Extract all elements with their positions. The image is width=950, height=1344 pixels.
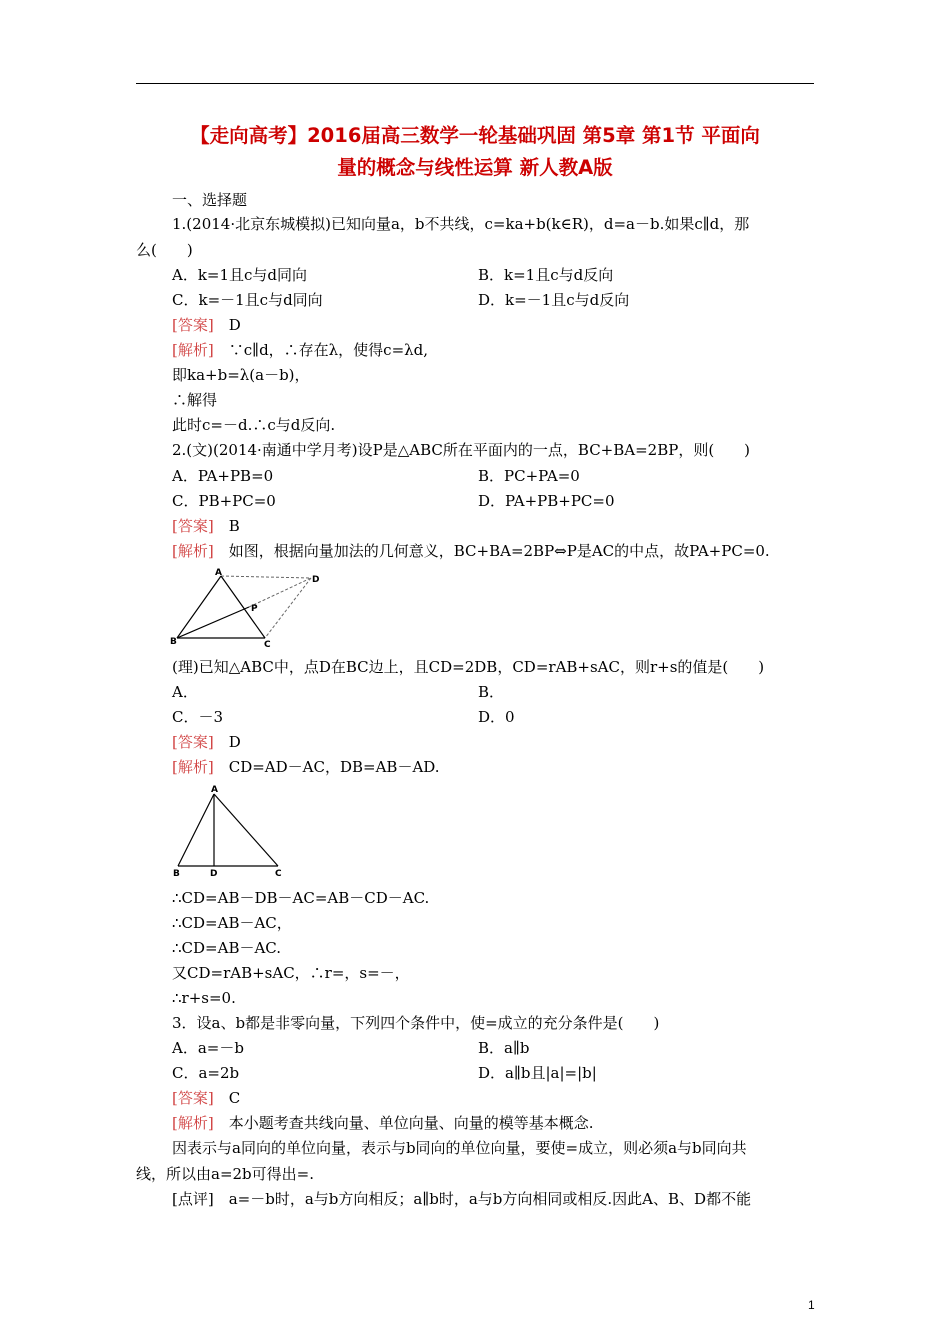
- q2li-answer: [172, 732, 241, 752]
- q2li-option-b: B．: [478, 683, 505, 701]
- q1-step-1: 即ka+b=λ(a－b)，: [172, 366, 310, 384]
- q2li-option-d: D．0: [478, 708, 515, 726]
- page-number: 1: [808, 1298, 815, 1312]
- q1-option-d: D．k=－1且c与d反向: [478, 291, 630, 309]
- line-dc: [265, 578, 311, 638]
- analysis-tag: [解析]: [172, 758, 214, 776]
- triangle-figure: [168, 782, 293, 880]
- q3-option-c: C．a=2b: [172, 1064, 240, 1082]
- answer-tag: [答案]: [172, 517, 214, 535]
- q2-answer-value: B: [228, 517, 240, 535]
- parallelogram-figure: [165, 566, 330, 648]
- q2li-step-5: ∴r+s=0.: [172, 989, 236, 1007]
- q3-step-2: 线，所以由a=2b可得出=.: [136, 1165, 314, 1183]
- title-line-2: 量的概念与线性运算 新人教A版: [337, 156, 613, 179]
- answer-tag: [答案]: [172, 733, 214, 751]
- answer-tag: [答案]: [172, 316, 214, 334]
- q2-analysis: [172, 541, 770, 561]
- line-pd: [249, 578, 311, 607]
- q2li-stem: (理)已知△ABC中，点D在BC边上，且CD=2DB，CD=rAB+sAC，则r+s的值是( ): [172, 658, 765, 676]
- q1-stem-line2: 么( ): [136, 241, 193, 259]
- q2li-step-4: 又CD=rAB+sAC，∴r=，s=－，: [172, 964, 410, 982]
- q3-stem: 3．设a、b都是非零向量，下列四个条件中，使=成立的充分条件是( ): [172, 1014, 660, 1032]
- q3-answer-value: C: [228, 1089, 241, 1107]
- label-a: A: [211, 785, 218, 795]
- q2-option-c: C．PB+PC=0: [172, 492, 276, 510]
- q2li-answer-value: D: [228, 733, 241, 751]
- line-ac: [221, 576, 265, 638]
- q3-step-1: 因表示与a同向的单位向量，表示与b同向的单位向量，要使=成立，则必须a与b同向共: [172, 1139, 747, 1157]
- header-rule: [136, 83, 814, 84]
- label-d: D: [312, 575, 320, 585]
- q3-comment: [172, 1189, 751, 1209]
- q3-option-b: B．a∥b: [478, 1039, 530, 1057]
- q2li-step-1: ∴CD=AB－DB－AC=AB－CD－AC.: [172, 889, 430, 907]
- q2-stem: 2.(文)(2014·南通中学月考)设P是△ABC所在平面内的一点，BC+BA=2BP，则( ): [172, 441, 751, 459]
- line-ad: [221, 576, 311, 578]
- q2-option-a: A．PA+PB=0: [172, 467, 274, 485]
- q2-option-b: B．PC+PA=0: [478, 467, 580, 485]
- q2li-analysis: [172, 757, 440, 777]
- q1-analysis: [172, 340, 428, 360]
- answer-tag: [答案]: [172, 1089, 214, 1107]
- q2li-analysis-text: CD=AD－AC，DB=AB－AD.: [228, 758, 440, 776]
- q2li-step-2: ∴CD=AB－AC，: [172, 914, 292, 932]
- q2li-step-3: ∴CD=AB－AC.: [172, 939, 282, 957]
- q2-analysis-text: 如图，根据向量加法的几何意义，BC+BA=2BP⇔P是AC的中点，故PA+PC=0.: [228, 542, 770, 560]
- q3-analysis: [172, 1113, 594, 1133]
- q1-stem-line1: 1.(2014·北京东城模拟)已知向量a，b不共线，c=ka+b(k∈R)，d=a－b.如果c∥d，那: [172, 215, 750, 233]
- comment-tag: [点评]: [172, 1190, 214, 1208]
- title-line-1: 【走向高考】2016届高三数学一轮基础巩固 第5章 第1节 平面向: [190, 124, 760, 147]
- q2-answer: [172, 516, 240, 536]
- q1-step-2: ∴解得: [172, 391, 218, 409]
- label-b: B: [173, 869, 180, 879]
- label-a: A: [215, 568, 222, 578]
- q1-option-b: B．k=1且c与d反向: [478, 266, 614, 284]
- document-title: [136, 120, 814, 184]
- analysis-tag: [解析]: [172, 1114, 214, 1132]
- q3-answer: [172, 1088, 240, 1108]
- label-c: C: [275, 869, 282, 879]
- q3-option-d: D．a∥b且|a|=|b|: [478, 1064, 597, 1082]
- label-p: P: [251, 604, 258, 614]
- label-b: B: [170, 637, 177, 647]
- q1-answer: [172, 315, 241, 335]
- q1-answer-value: D: [228, 316, 241, 334]
- q3-option-a: A．a=－b: [172, 1039, 244, 1057]
- q1-option-c: C．k=－1且c与d同向: [172, 291, 323, 309]
- label-c: C: [264, 640, 271, 648]
- q1-option-a: A．k=1且c与d同向: [172, 266, 308, 284]
- q2-option-d: D．PA+PB+PC=0: [478, 492, 615, 510]
- line-ac: [214, 794, 278, 866]
- line-ab: [178, 794, 214, 866]
- label-d: D: [210, 869, 218, 879]
- q3-analysis-text: 本小题考查共线向量、单位向量、向量的模等基本概念.: [228, 1114, 594, 1132]
- section-heading: 一、选择题: [172, 191, 248, 209]
- q2li-option-a: A．: [172, 683, 198, 701]
- q3-comment-text: a=－b时，a与b方向相反；a∥b时，a与b方向相同或相反.因此A、B、D都不能: [228, 1190, 752, 1208]
- q1-step-3: 此时c=－d.∴c与d反向.: [172, 416, 336, 434]
- q1-analysis-text: ∵c∥d，∴存在λ，使得c=λd,: [228, 341, 429, 359]
- q2li-option-c: C．－3: [172, 708, 224, 726]
- analysis-tag: [解析]: [172, 542, 214, 560]
- analysis-tag: [解析]: [172, 341, 214, 359]
